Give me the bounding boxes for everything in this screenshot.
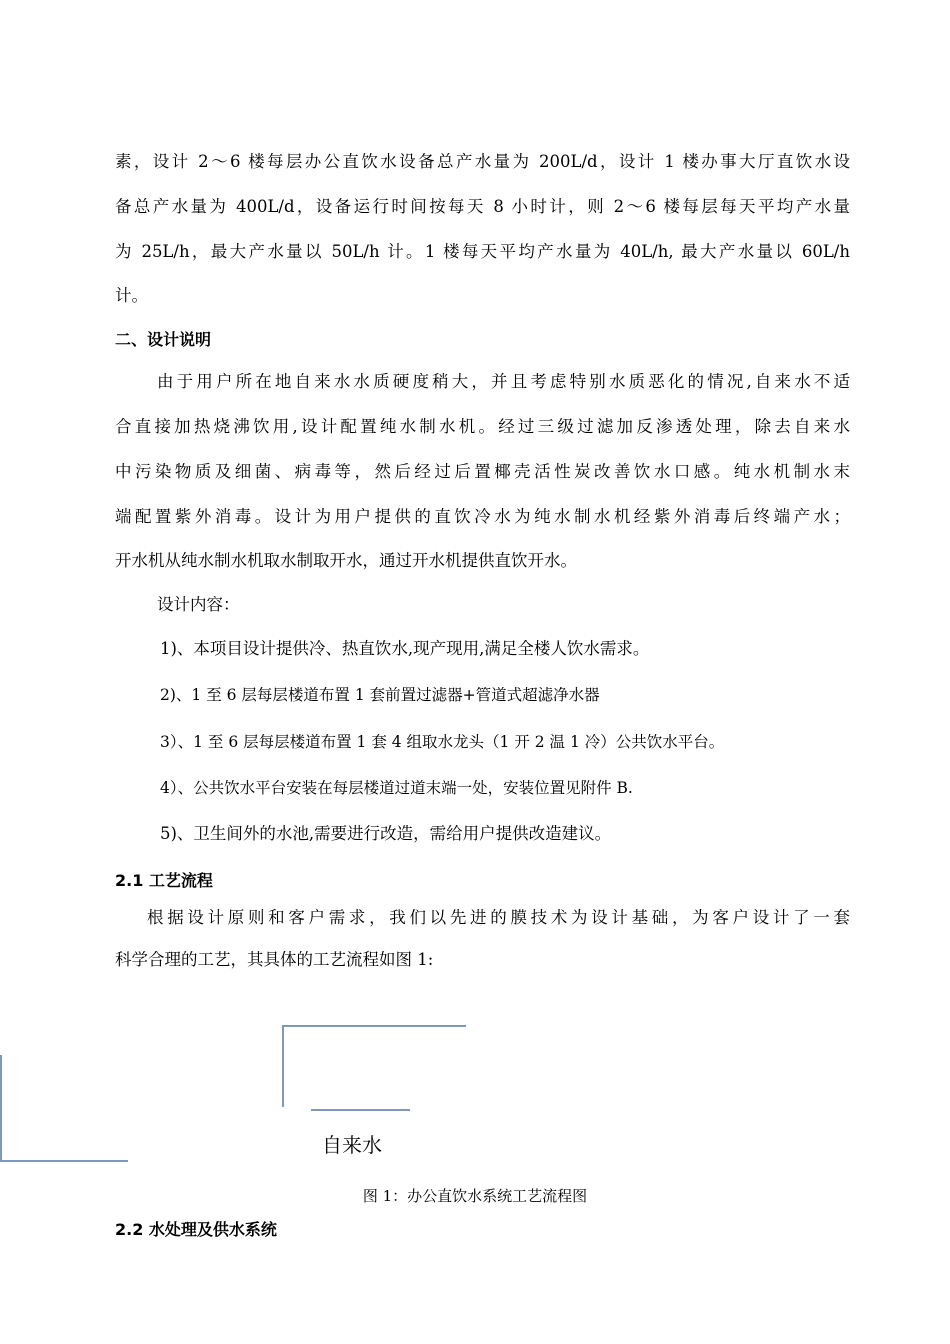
intro-line-3: 为 25L/h，最大产水量以 50L/h 计。1 楼每天平均产水量为 40L/h, 最大产水量以 60L/h <box>115 242 850 261</box>
figure-vertical-line <box>282 1025 284 1107</box>
design-content-label: 设计内容： <box>157 595 240 614</box>
intro-line-2: 备总产水量为 400L/d，设备运行时间按每天 8 小时计，则 2～6 楼每层每天平均产水量 <box>115 197 850 216</box>
intro-line-1: 素，设计 2～6 楼每层办公直饮水设备总产水量为 200L/d，设计 1 楼办事大厅直饮水设 <box>115 152 850 171</box>
figure-label-tap-water: 自来水 <box>322 1133 382 1157</box>
section-heading-process: 2.1 工艺流程 <box>115 871 213 890</box>
figure-short-line <box>311 1109 410 1111</box>
design-item-3: 3）、1 至 6 层每层楼道布置 1 套 4 组取水龙头（1 开 2 温 1 冷）公共饮水平台。 <box>160 733 725 751</box>
figure-top-line <box>282 1025 466 1027</box>
design-line-4: 端配置紫外消毒。设计为用户提供的直饮冷水为纯水制水机经紫外消毒后终端产水； <box>115 507 850 526</box>
figure-left-edge-line <box>0 1055 2 1161</box>
figure-caption: 图 1：办公直饮水系统工艺流程图 <box>362 1187 588 1205</box>
design-item-5: 5)、卫生间外的水池,需要进行改造，需给用户提供改造建议。 <box>160 824 612 843</box>
design-item-1: 1)、本项目设计提供冷、热直饮水,现产现用,满足全楼人饮水需求。 <box>160 639 650 658</box>
design-line-5: 开水机从纯水制水机取水制取开水，通过开水机提供直饮开水。 <box>115 551 577 570</box>
design-item-2: 2)、1 至 6 层每层楼道布置 1 套前置过滤器+管道式超滤净水器 <box>160 686 600 704</box>
design-item-4: 4）、公共饮水平台安装在每层楼道过道末端一处，安装位置见附件 B. <box>160 779 633 797</box>
process-line-1: 根据设计原则和客户需求，我们以先进的膜技术为设计基础，为客户设计了一套 <box>147 908 850 927</box>
design-line-3: 中污染物质及细菌、病毒等，然后经过后置椰壳活性炭改善饮水口感。纯水机制水末 <box>115 462 850 481</box>
figure-bottom-line <box>0 1160 128 1162</box>
design-line-2: 合直接加热烧沸饮用,设计配置纯水制水机。经过三级过滤加反渗透处理，除去自来水 <box>115 417 850 436</box>
section-heading-design: 二、设计说明 <box>115 330 212 349</box>
intro-line-4: 计。 <box>115 286 148 305</box>
section-heading-water-system: 2.2 水处理及供水系统 <box>115 1220 277 1239</box>
process-line-2: 科学合理的工艺，其具体的工艺流程如图 1: <box>115 950 434 969</box>
design-line-1: 由于用户所在地自来水水质硬度稍大，并且考虑特别水质恶化的情况,自来水不适 <box>157 372 850 391</box>
